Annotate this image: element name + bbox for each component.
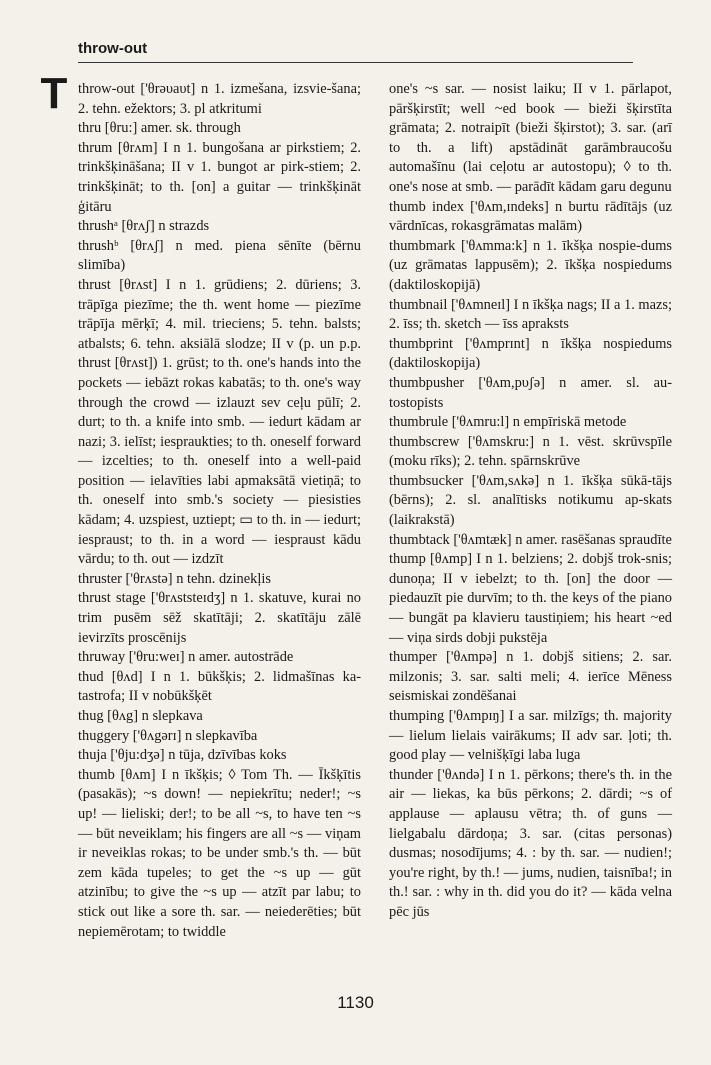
- page-number: 1130: [337, 993, 374, 1012]
- entry-thrum: thrum [θrʌm] I n 1. bungošana ar pirkstiem; 2. trinkšķināšana; II v 1. bungot ar pirk-stiem; 2. trinkšķināt; to th. [on] a guitar — trinkšķināt ģitāru: [78, 139, 361, 215]
- entry-thuja: thuja ['θju:dʒə] n tūja, dzīvības koks: [78, 747, 287, 764]
- entry-thumbprint: thumbprint ['θʌmprɪnt] n īkšķa nospiedums (daktiloskopija): [389, 335, 672, 372]
- right-column: [389, 80, 672, 923]
- entry-throw-out: throw-out ['θrəυaυt] n 1. izmešana, izsvie-šana; 2. tehn. ežektors; 3. pl atkritumi: [78, 81, 361, 117]
- entry-thrust-stage: thrust stage ['θrʌststeɪdʒ] n 1. skatuve, kurai no trim pusēm sēž skatītāji; 2. skatītāju zālē ievirzīts proscēnijs: [78, 590, 361, 646]
- entry-thruway: thruway ['θru:weɪ] n amer. autostrāde: [78, 649, 294, 666]
- header-rule: [78, 62, 633, 63]
- entry-thumb: thumb [θʌm] I n īkšķis; ◊ Tom Th. — Īkšķītis (pasakās); ~s down! — nepiekrītu; neder!; ~s up! — lieliski; der!; to be all ~s, to have ten ~s — būt neveiklam; his fingers are all ~s — viņam ir neveiklas rokas; to be under smb.'s th. — būt zem kāda tupeles; to get the ~s up — gūt atzinību; to give the ~s up — atzīt par labu; to stick out like a sore th. sar. — neiederēties; būt nepiemērotam; to twiddle: [78, 766, 361, 940]
- entry-thrush-b: thrushᵇ [θrʌʃ] n med. piena sēnīte (bērnu slimība): [78, 237, 361, 274]
- entry-thunder: thunder ['θʌndə] I n 1. pērkons; there's th. in the air — liekas, ka būs pērkons; 2. dārdi; ~s of applause — aplausu vētra; th. of guns — lielgabalu dārdoņa; 3. sar. (citas personas) dusmas; nosodījums; 4. : by th. sar. — nudien!; you're right, by th.! — jums, nudien, taisnība!; in th.! sar. : why in th. did you do it? — kāda velna pēc jūs: [389, 766, 672, 920]
- entry-thumb-index: thumb index ['θʌm,ɪndeks] n burtu rādītājs (uz vārdnīcas, rokasgrāmatas malām): [389, 198, 672, 235]
- entry-thud: thud [θʌd] I n 1. būkšķis; 2. lidmašīnas ka-tastrofa; II v nobūkšķēt: [78, 668, 361, 705]
- entry-thrush-a: thrushᵃ [θrʌʃ] n strazds: [78, 218, 210, 235]
- entry-thumper: thumper ['θʌmpə] n 1. dobjš sitiens; 2. sar. milzonis; 3. sar. salti meli; 4. ierīce Mēness seismiskai zondēšanai: [389, 649, 672, 705]
- entry-thug: thug [θʌg] n slepkava: [78, 708, 203, 724]
- entry-thrust: thrust [θrʌst] I n 1. grūdiens; 2. dūriens; 3. trāpīga piezīme; the th. went home — piezīme trāpīja mērķī; 4. mil. trieciens; 5. tehn. balsts; atbalsts; 6. tehn. aksiālā slodze; II v (p. un p.p. thrust [θrʌst]) 1. grūst; to th. one's hands into the pockets — iebāzt rokas kabatās; to th. one's way through the crowd — izlauzt sev ceļu pūlī; 2. durt; to th. a knife into smb. — iedurt kādam ar nazi; 3. ielīst; iespraukties; to th. oneself forward — izcelties; to th. oneself into a well-paid position — ielavīties labi apmaksātā vietiņā; to th. oneself into smb.'s society — piesisties kādam; 4. uzspiest, uztiept; ▭ to th. in — iedurt; iespraust; to th. in a word — iespraust kādu vārdu; to th. out — izdzīt: [78, 276, 361, 568]
- entry-thumbtack: thumbtack ['θʌmtæk] n amer. rasēšanas spraudīte: [389, 531, 672, 548]
- entry-thump: thump [θʌmp] I n 1. belziens; 2. dobjš trok-snis; dunoņa; II v iebelzt; to th. [on] the door — piedauzīt pie durvīm; to th. the keys of the piano — bungāt pa klavieru taustiņiem; his heart ~ed — viņa sirds dobji pukstēja: [389, 551, 672, 646]
- entry-thumbpusher: thumbpusher ['θʌm,pυʃə] n amer. sl. au-tostopists: [389, 374, 672, 411]
- entry-thumping: thumping ['θʌmpɪŋ] I a sar. milzīgs; th. majority — lielum lielais vairākums; II adv sar. ļoti; th. good play — velnišķīgi laba luga: [389, 708, 672, 764]
- running-head: throw-out: [78, 40, 148, 57]
- entry-thumbsucker: thumbsucker ['θʌm,sʌkə] n 1. īkšķa sūkā-tājs (bērns); 2. sl. analītisks notikumu ap-skats (laikrakstā): [389, 472, 672, 529]
- entry-thumb-continued: one's ~s sar. — nosist laiku; II v 1. pārlapot, pāršķirstīt; well ~ed book — bieži šķirstīta grāmata; 2. notraipīt (bieži šķirstot); 3. sar. (arī to th. a lift) apstādināt garāmbraucošu automašīnu (lai ceļotu ar autostopu); ◊ to th. one's nose at smb. — parādīt kādam garu degunu: [389, 81, 672, 195]
- entry-thumbscrew: thumbscrew ['θʌmskru:] n 1. vēst. skrūvspīle (moku rīks); 2. tehn. spārnskrūve: [389, 433, 672, 470]
- entry-thumbrule: thumbrule ['θʌmru:l] n empīriskā metode: [389, 414, 627, 431]
- entry-thruster: thruster ['θrʌstə] n tehn. dzinekļis: [78, 570, 271, 587]
- entry-thumbmark: thumbmark ['θʌmma:k] n 1. īkšķa nospie-dums (uz grāmatas lappusēm); 2. īkšķa nospiedums (daktiloskopijā): [389, 237, 672, 293]
- entry-thumbnail: thumbnail ['θʌmneɪl] I n īkšķa nags; II a 1. mazs; 2. īss; th. sketch — īss apraksts: [389, 296, 672, 333]
- entry-thuggery: thuggery ['θʌgərɪ] n slepkavība: [78, 727, 258, 744]
- letter-tab: T: [40, 69, 68, 118]
- left-column: [78, 80, 361, 942]
- entry-thru: thru [θru:] amer. sk. through: [78, 120, 241, 137]
